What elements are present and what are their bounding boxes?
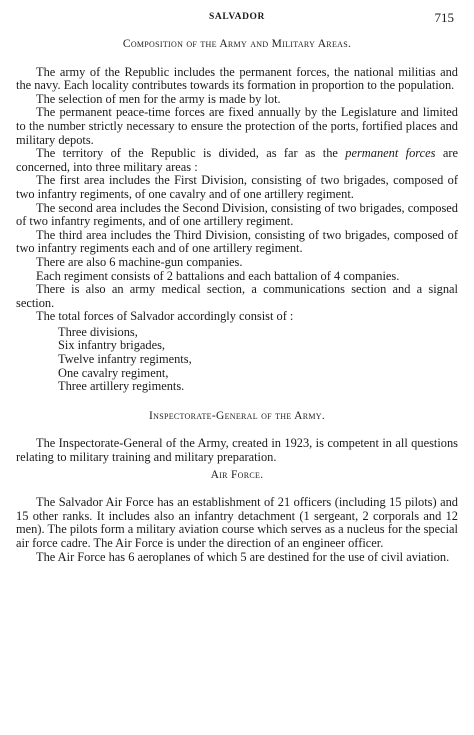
paragraph: The total forces of Salvador accordingly consist of : bbox=[36, 309, 294, 324]
running-title: SALVADOR bbox=[208, 12, 265, 22]
running-head bbox=[0, 10, 474, 26]
list-item: Three divisions, bbox=[58, 324, 138, 339]
paragraph-text: The territory of the Republic is divided, as far as the bbox=[36, 146, 346, 161]
section-heading-inspectorate: Inspectorate-General of the Army. bbox=[148, 409, 325, 422]
paragraph bbox=[16, 147, 458, 174]
paragraph: The permanent peace-time forces are fixed annually by the Legislature and limited to the number strictly necessary to ensure the protection of the ports, fortified places and military depots. bbox=[16, 105, 458, 147]
italic-term: permanent forces bbox=[345, 146, 436, 161]
section-heading-composition: Composition of the Army and Military Areas. bbox=[122, 38, 352, 50]
force-list bbox=[58, 326, 458, 394]
paragraph: The second area includes the Second Division, consisting of two brigades, composed of two infantry regiments, and of one artillery regiment. bbox=[16, 200, 458, 229]
paragraph: The third area includes the Third Division, consisting of two brigades, composed of two infantry regiments each and of one artillery regiment. bbox=[16, 227, 458, 256]
section-heading-air-force: Air Force. bbox=[210, 468, 264, 481]
list-item: One cavalry regiment, bbox=[58, 365, 169, 380]
paragraph: The Air Force has 6 aeroplanes of which 5 are destined for the use of civil aviation. bbox=[36, 549, 450, 564]
page-number: 715 bbox=[434, 10, 454, 25]
paragraph: Each regiment consists of 2 battalions and each battalion of 4 companies. bbox=[36, 268, 400, 283]
paragraph: The first area includes the First Division, consisting of two brigades, composed of two infantry regiments, of one cavalry and of one artillery regiment. bbox=[16, 173, 458, 201]
paragraph: There are also 6 machine-gun companies. bbox=[36, 254, 243, 269]
list-item: Six infantry brigades, bbox=[58, 338, 166, 353]
paragraph-text: are concerned, into three military areas : bbox=[16, 146, 458, 174]
list-item: Twelve infantry regiments, bbox=[58, 352, 192, 367]
paragraph: The Inspectorate-General of the Army, created in 1923, is competent in all questions relating to military training and military preparation. bbox=[16, 436, 458, 465]
paragraph: There is also an army medical section, a communications section and a signal section. bbox=[16, 282, 458, 310]
list-item: Three artillery regiments. bbox=[58, 379, 185, 394]
paragraph: The selection of men for the army is made by lot. bbox=[36, 91, 281, 106]
paragraph: The Salvador Air Force has an establishment of 21 officers (including 15 pilots) and 15 other ranks. It includes also an infantry detachment (1 sergeant, 2 corporals and 12 men). The pilots form a military aviation course which serves as a nucleus for the special air force cadre. The Air Force is under the direction of an engineer officer. bbox=[16, 495, 458, 550]
paragraph: The army of the Republic includes the permanent forces, the national militias and the navy. Each locality contributes towards its formation in proportion to the population. bbox=[16, 64, 458, 93]
page-body bbox=[16, 38, 458, 564]
